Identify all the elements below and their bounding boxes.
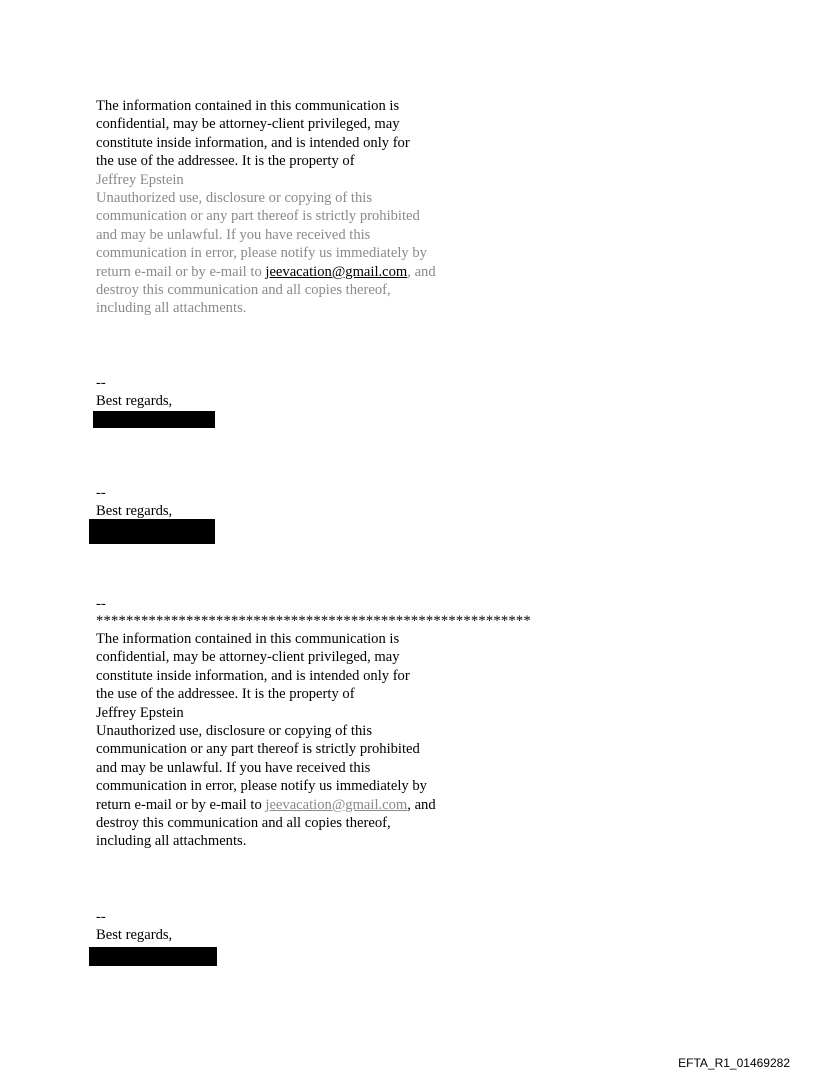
redaction-bar	[89, 947, 217, 966]
disclaimer-line: The information contained in this communication is	[96, 631, 400, 647]
disclaimer-line: destroy this communication and all copies thereof,	[96, 281, 391, 298]
disclaimer-line: communication or any part thereof is strictly prohibited	[96, 741, 420, 758]
disclaimer-line: Unauthorized use, disclosure or copying of this	[96, 722, 373, 739]
disclaimer-text: , and	[407, 263, 436, 280]
disclaimer-owner: Jeffrey Epstein	[96, 704, 184, 721]
disclaimer-line: confidential, may be attorney-client privileged, may	[96, 116, 400, 133]
document-id: EFTA_R1_01469282	[678, 1056, 790, 1070]
disclaimer-line: communication in error, please notify us immediately by	[96, 778, 427, 795]
signature-closing: Best regards,	[96, 927, 173, 944]
signature-block-3	[96, 908, 172, 945]
disclaimer-line: and may be unlawful. If you have received this	[96, 226, 371, 243]
disclaimer-line: and may be unlawful. If you have received this	[96, 759, 371, 776]
disclaimer-line: confidential, may be attorney-client privileged, may	[96, 649, 400, 666]
disclaimer-line-with-link	[96, 263, 436, 281]
redaction-bar	[93, 411, 215, 428]
signature-dashes: --	[96, 485, 106, 501]
disclaimer-text: , and	[407, 796, 436, 813]
disclaimer-block-1	[96, 97, 436, 318]
disclaimer-block-2	[96, 630, 436, 851]
disclaimer-text: return e-mail or by e-mail to	[96, 796, 266, 813]
disclaimer-line: constitute inside information, and is intended only for	[96, 667, 410, 684]
signature-dashes: --	[96, 375, 106, 391]
signature-dashes: --	[96, 909, 106, 925]
separator-dashes: --	[96, 596, 106, 612]
disclaimer-line: The information contained in this communication is	[96, 98, 400, 114]
disclaimer-line: the use of the addressee. It is the property of	[96, 686, 355, 703]
separator-stars: **********************************************************	[96, 613, 531, 629]
disclaimer-line-with-link	[96, 796, 436, 814]
disclaimer-line: Unauthorized use, disclosure or copying of this	[96, 189, 373, 206]
signature-block-2	[96, 484, 172, 521]
signature-closing: Best regards,	[96, 393, 173, 410]
signature-block-1	[96, 374, 172, 411]
disclaimer-line: communication in error, please notify us immediately by	[96, 245, 427, 262]
disclaimer-line: the use of the addressee. It is the property of	[96, 153, 355, 170]
disclaimer-line: communication or any part thereof is strictly prohibited	[96, 208, 420, 225]
disclaimer-owner: Jeffrey Epstein	[96, 171, 184, 188]
disclaimer-line: destroy this communication and all copies thereof,	[96, 814, 391, 831]
email-link[interactable]: jeevacation@gmail.com	[265, 263, 408, 280]
signature-closing: Best regards,	[96, 503, 173, 520]
disclaimer-line: constitute inside information, and is intended only for	[96, 134, 410, 151]
email-link[interactable]: jeevacation@gmail.com	[265, 796, 408, 813]
disclaimer-line: including all attachments.	[96, 300, 247, 317]
disclaimer-text: return e-mail or by e-mail to	[96, 263, 266, 280]
disclaimer-line: including all attachments.	[96, 833, 247, 850]
redaction-bar	[89, 519, 215, 544]
